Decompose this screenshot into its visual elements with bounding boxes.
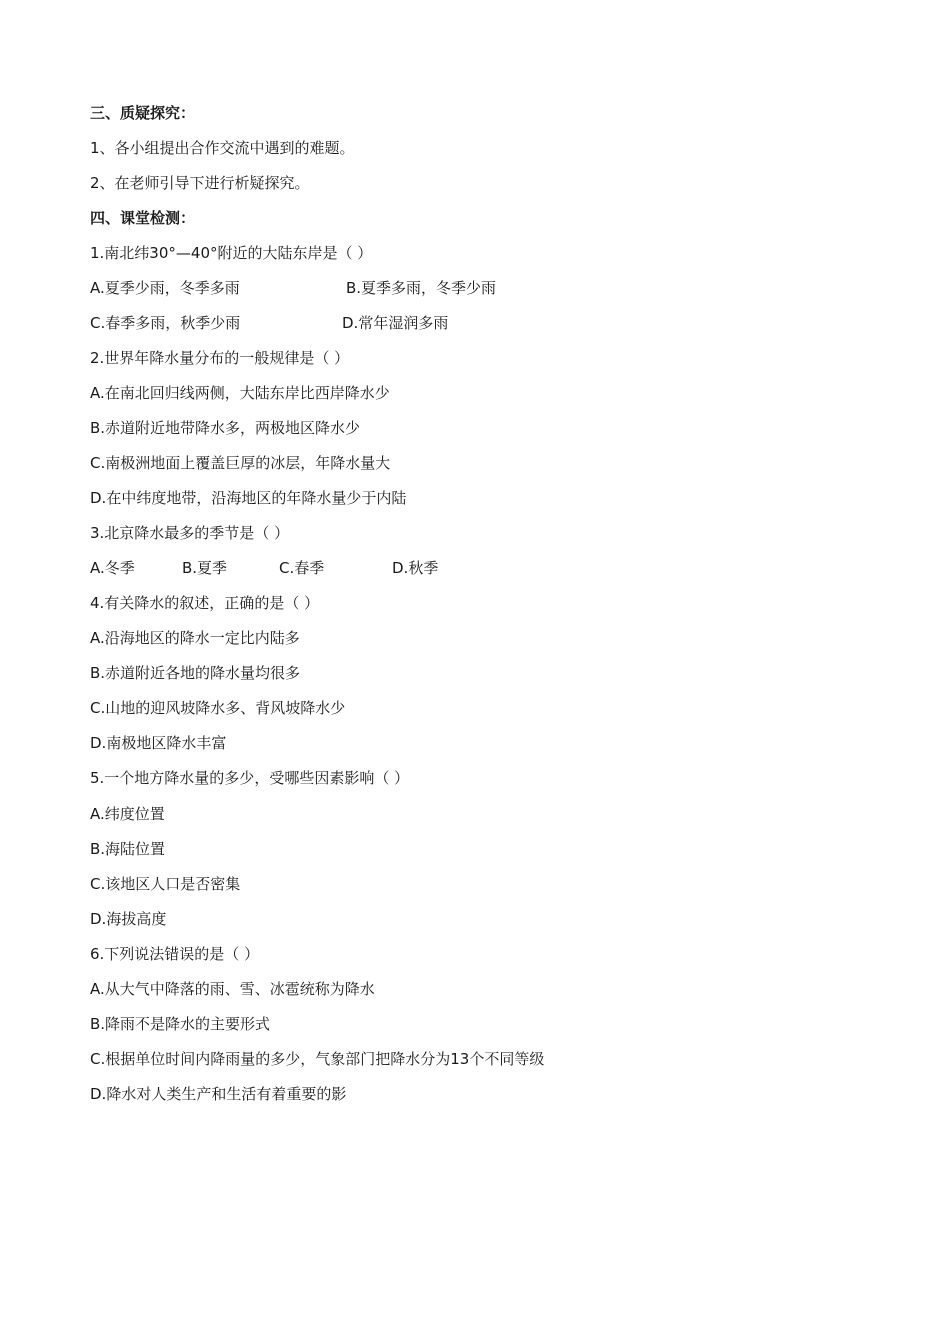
question-6-stem: 6.下列说法错误的是（ ） <box>90 945 260 963</box>
question-5-option-d: D.海拔高度 <box>90 910 167 928</box>
question-3-option-b: B.夏季 <box>182 559 228 577</box>
question-2-option-c: C.南极洲地面上覆盖巨厚的冰层，年降水量大 <box>90 454 391 472</box>
question-1-options-row1 <box>90 278 496 298</box>
question-1-option-b: B.夏季多雨，冬季少雨 <box>346 279 497 297</box>
question-1-option-c: C.春季多雨，秋季少雨 <box>90 314 241 332</box>
question-3-option-a: A.冬季 <box>90 559 135 577</box>
question-3-options-row <box>90 558 438 578</box>
question-4-option-c: C.山地的迎风坡降水多、背风坡降水少 <box>90 699 346 717</box>
inquiry-item-2: 2、在老师引导下进行析疑探究。 <box>90 174 310 192</box>
question-5-option-a: A.纬度位置 <box>90 805 165 823</box>
question-1-stem: 1.南北纬30°—40°附近的大陆东岸是（ ） <box>90 244 373 262</box>
question-2-option-b: B.赤道附近地带降水多，两极地区降水少 <box>90 419 361 437</box>
section-heading-quiz: 四、课堂检测： <box>90 209 196 227</box>
question-4-option-d: D.南极地区降水丰富 <box>90 734 227 752</box>
question-3-option-c: C.春季 <box>279 559 325 577</box>
question-6-option-c: C.根据单位时间内降雨量的多少，气象部门把降水分为13个不同等级 <box>90 1050 545 1068</box>
question-4-stem: 4.有关降水的叙述，正确的是（ ） <box>90 594 320 612</box>
inquiry-item-1: 1、各小组提出合作交流中遇到的难题。 <box>90 139 355 157</box>
question-2-stem: 2.世界年降水量分布的一般规律是（ ） <box>90 349 350 367</box>
question-1-option-a: A.夏季少雨，冬季多雨 <box>90 279 240 297</box>
question-4-option-b: B.赤道附近各地的降水量均很多 <box>90 664 301 682</box>
question-5-stem: 5.一个地方降水量的多少，受哪些因素影响（ ） <box>90 769 410 787</box>
question-3-stem: 3.北京降水最多的季节是（ ） <box>90 524 290 542</box>
question-1-options-row2 <box>90 313 448 333</box>
question-5-option-b: B.海陆位置 <box>90 840 166 858</box>
question-4-option-a: A.沿海地区的降水一定比内陆多 <box>90 629 300 647</box>
section-heading-inquiry: 三、质疑探究： <box>90 104 196 122</box>
question-2-option-a: A.在南北回归线两侧，大陆东岸比西岸降水少 <box>90 384 390 402</box>
question-2-option-d: D.在中纬度地带，沿海地区的年降水量少于内陆 <box>90 489 407 507</box>
question-5-option-c: C.该地区人口是否密集 <box>90 875 241 893</box>
question-6-option-b: B.降雨不是降水的主要形式 <box>90 1015 271 1033</box>
question-6-option-d: D.降水对人类生产和生活有着重要的影 <box>90 1085 347 1103</box>
question-1-option-d: D.常年湿润多雨 <box>342 314 449 332</box>
question-3-option-d: D.秋季 <box>392 559 439 577</box>
question-6-option-a: A.从大气中降落的雨、雪、冰雹统称为降水 <box>90 980 375 998</box>
